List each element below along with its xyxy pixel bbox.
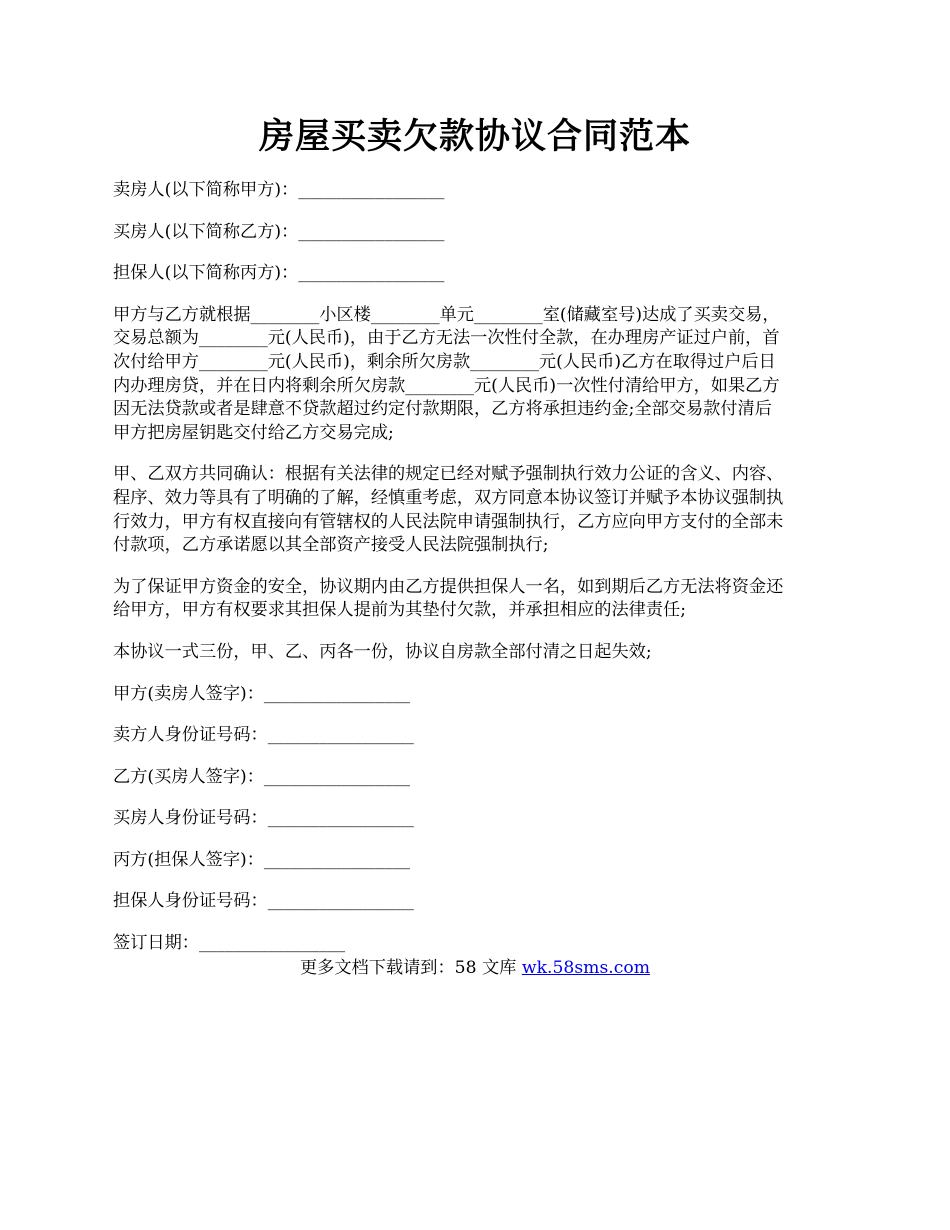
paragraph-line: 给甲方，甲方有权要求其担保人提前为其垫付欠款，并承担相应的法律责任; — [113, 600, 686, 621]
paragraph-line: 内办理房贷，并在日内将剩余所欠房款________元(人民币)一次性付清给甲方，如果乙方 — [113, 375, 780, 396]
guarantee-paragraph — [113, 576, 841, 623]
footer-link[interactable]: wk.58sms.com — [521, 958, 650, 978]
document-body — [113, 179, 841, 974]
paragraph-line: 甲方把房屋钥匙交付给乙方交易完成; — [113, 422, 394, 443]
guarantor-id-number: 担保人身份证号码：_________________ — [113, 891, 414, 912]
enforcement-paragraph — [113, 463, 841, 557]
footer-text: 更多文档下载请到：58 文库 — [299, 958, 522, 978]
guarantor-line: 担保人(以下简称丙方)：_________________ — [113, 263, 445, 284]
document-footer — [0, 956, 950, 980]
validity-paragraph: 本协议一式三份，甲、乙、丙各一份，协议自房款全部付清之日起失效; — [113, 641, 652, 662]
paragraph-line: 交易总额为________元(人民币)，由于乙方无法一次性付全款，在办理房产证过户前，首 — [113, 328, 780, 349]
party-a-signature: 甲方(卖房人签字)：_________________ — [113, 683, 411, 704]
seller-line: 卖房人(以下简称甲方)：_________________ — [113, 180, 445, 200]
paragraph-line: 行效力，甲方有权直接向有管辖权的人民法院申请强制执行，乙方应向甲方支付的全部未 — [113, 511, 784, 532]
paragraph-line: 为了保证甲方资金的安全，协议期内由乙方提供担保人一名，如到期后乙方无法将资金还 — [113, 576, 784, 597]
paragraph-line: 次付给甲方________元(人民币)，剩余所欠房款________元(人民币)乙方在取得过户后日 — [113, 351, 776, 372]
paragraph-line: 因无法贷款或者是肆意不贷款超过约定付款期限，乙方将承担违约金;全部交易款付清后 — [113, 399, 772, 420]
paragraph-line: 付款项，乙方承诺愿以其全部资产接受人民法院强制执行; — [113, 535, 549, 556]
document-title: 房屋买卖欠款协议合同范本 — [258, 116, 691, 157]
paragraph-line: 甲、乙双方共同确认：根据有关法律的规定已经对赋予强制执行效力公证的含义、内容、 — [113, 464, 784, 485]
buyer-line: 买房人(以下简称乙方)：_________________ — [113, 221, 445, 242]
buyer-id-number: 买房人身份证号码：_________________ — [113, 808, 414, 829]
signing-date: 签订日期：_________________ — [113, 933, 346, 954]
transaction-paragraph — [113, 304, 841, 446]
paragraph-line: 甲方与乙方就根据________小区楼________单元________室(储藏室号)达成了买卖交易， — [113, 304, 780, 325]
party-c-signature: 丙方(担保人签字)：_________________ — [113, 849, 411, 870]
seller-id-number: 卖方人身份证号码：_________________ — [113, 725, 414, 746]
paragraph-line: 程序、效力等具有了明确的了解，经慎重考虑，双方同意本协议签订并赋予本协议强制执 — [113, 487, 784, 508]
party-b-signature: 乙方(买房人签字)：_________________ — [113, 766, 411, 787]
